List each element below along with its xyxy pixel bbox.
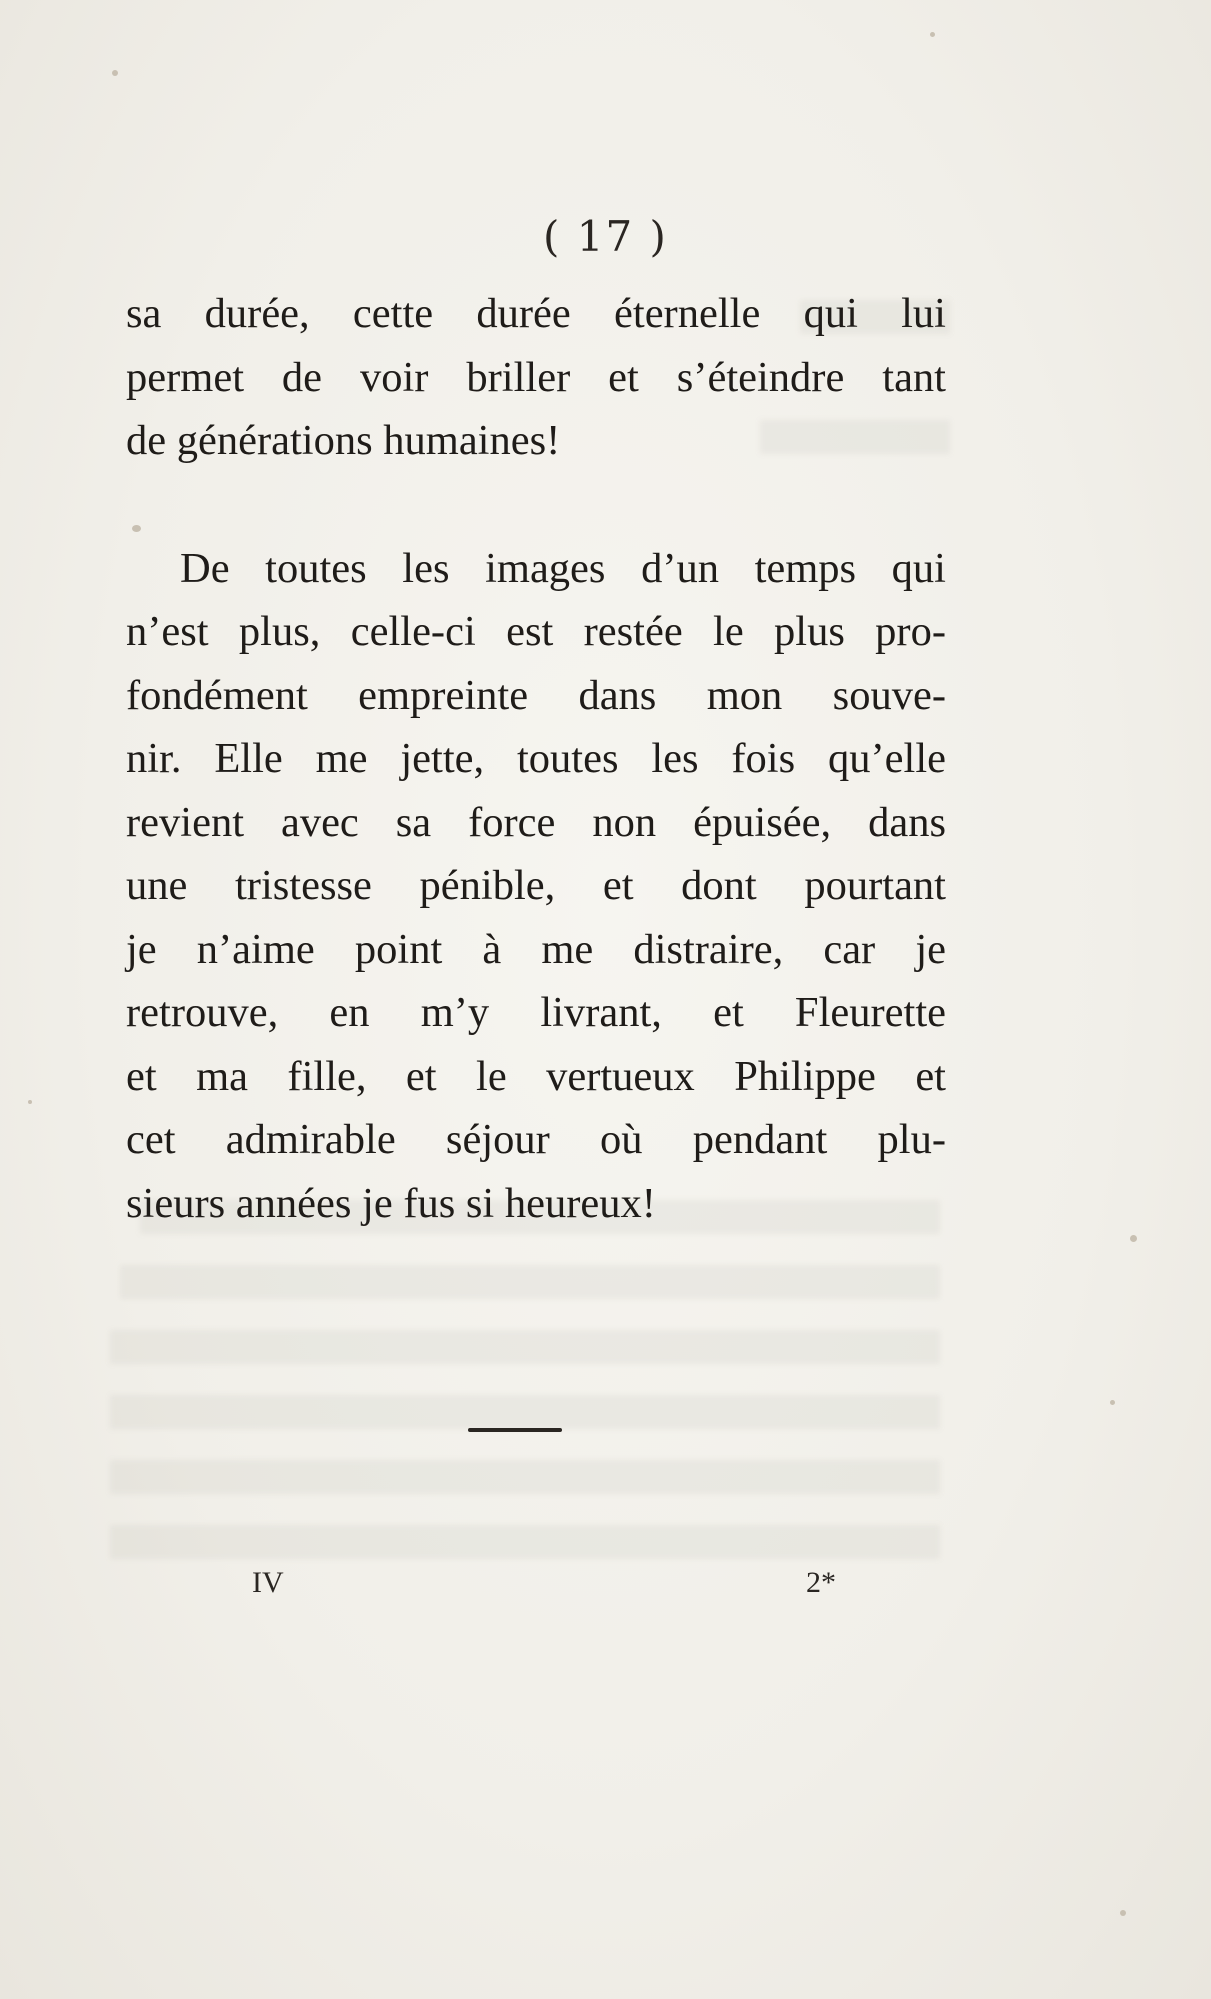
text-line: revient avec sa force non épuisée, dans (126, 798, 946, 846)
text-line: De toutes les images d’un temps qui (180, 544, 946, 592)
paragraph-2 (126, 537, 946, 1236)
text-line: nir. Elle me jette, toutes les fois qu’elle (126, 735, 946, 782)
text-line: et ma fille, et le vertueux Philippe et (126, 1052, 946, 1100)
signature-mark-left: IV (252, 1566, 284, 1599)
text-line: n’est plus, celle-ci est restée le plus pro- (126, 608, 946, 655)
paragraph-1 (126, 282, 946, 473)
section-rule (468, 1428, 562, 1432)
text-line: une tristesse pénible, et dont pourtant (126, 862, 946, 909)
text-line: permet de voir briller et s’éteindre tant (126, 353, 946, 401)
text-line: de générations humaines! (126, 417, 561, 464)
signature-mark-right: 2* (806, 1566, 836, 1599)
paragraph-gap (126, 473, 946, 537)
text-line: je n’aime point à me distraire, car je (126, 925, 946, 973)
text-line: retrouve, en m’y livrant, et Fleurette (126, 989, 946, 1036)
body-text (126, 282, 946, 1235)
page-number: ( 17 ) (543, 212, 668, 261)
text-line: sa durée, cette durée éternelle qui lui (126, 290, 946, 337)
text-line: cet admirable séjour où pendant plu- (126, 1116, 946, 1163)
text-line: sieurs années je fus si heureux! (126, 1179, 656, 1227)
text-line: fondément empreinte dans mon souve- (126, 671, 946, 719)
